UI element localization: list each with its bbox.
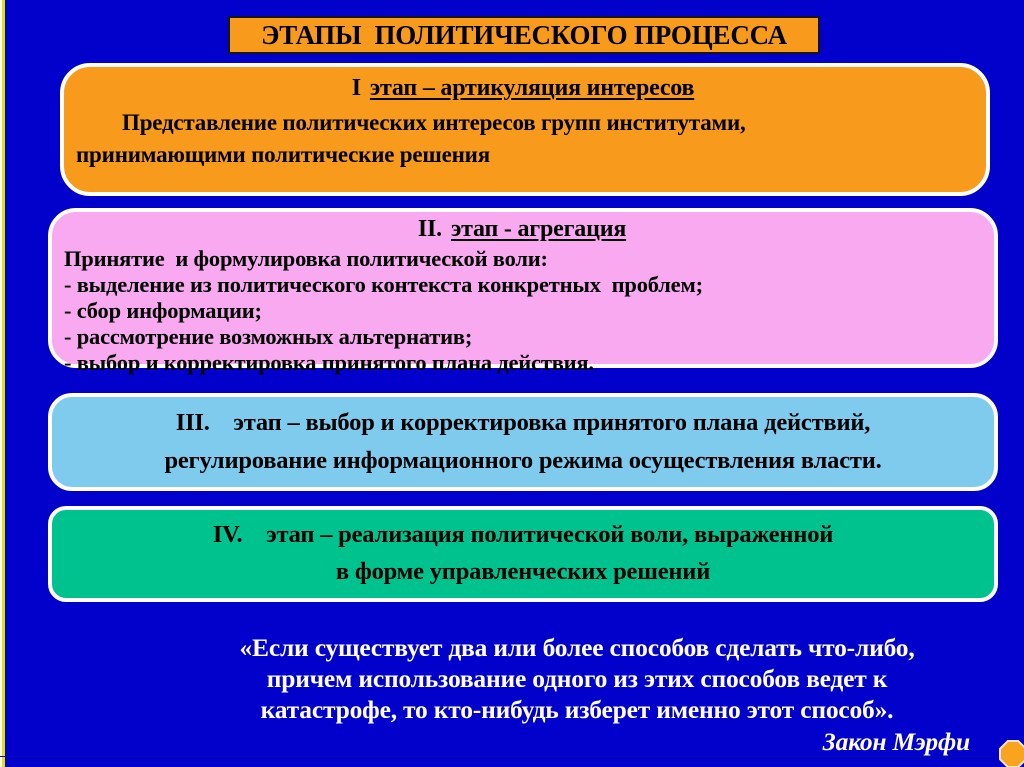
bottom-divider-line — [0, 756, 1024, 757]
stage-1-line: Представление политических интересов групп институтами, — [122, 109, 746, 135]
stage-1-line: принимающими политические решения — [76, 142, 490, 168]
stage-4-line: IV. этап – реализация политической воли, выраженной — [212, 521, 834, 549]
stage-1-box — [60, 63, 990, 196]
stage-1-body — [76, 107, 970, 172]
quote-block — [140, 632, 1014, 757]
stage-2-list-item: - выбор и корректировка принятого плана действия. — [64, 349, 594, 375]
stage-2-numeral: II. — [417, 216, 442, 242]
stage-3-line: III. этап – выбор и корректировка принятого плана действий, — [175, 409, 871, 437]
stage-1-heading-text: этап – артикуляция интересов — [369, 75, 695, 101]
stage-4-box — [48, 506, 998, 602]
quote-line: катастрофе, то кто-нибудь изберет именно этот способ». — [260, 695, 894, 725]
stage-2-heading-text: этап - агрегация — [450, 216, 627, 242]
stage-3-line: регулирование информационного режима осуществления власти. — [164, 447, 882, 474]
stage-2-list-item: - рассмотрение возможных альтернатив; — [64, 323, 473, 349]
corner-octagon-fill — [1001, 742, 1024, 766]
stage-3-box — [48, 393, 998, 491]
slide-title: ЭТАПЫ ПОЛИТИЧЕСКОГО ПРОЦЕССА — [261, 19, 787, 50]
quote-line: причем использование одного из этих способов ведет к — [266, 664, 888, 694]
stage-2-list-item: Принятие и формулировка политической воли: — [64, 245, 548, 271]
stage-1-heading — [76, 75, 970, 103]
slide-title-box — [228, 16, 820, 54]
stage-2-heading — [64, 216, 980, 244]
quote-line: «Если существует два или более способов сделать что-либо, — [239, 633, 915, 662]
stage-1-numeral: I — [351, 75, 361, 101]
stage-4-line: в форме управленческих решений — [335, 558, 711, 585]
stage-2-list-item: - выделение из политического контекста конкретных проблем; — [64, 271, 703, 297]
stage-2-list — [64, 246, 980, 376]
left-edge-yellow-stripe — [2, 0, 5, 767]
stage-2-list-item: - сбор информации; — [64, 297, 262, 323]
stage-2-box — [48, 208, 998, 375]
quote-attribution: Закон Мэрфи — [822, 727, 970, 757]
